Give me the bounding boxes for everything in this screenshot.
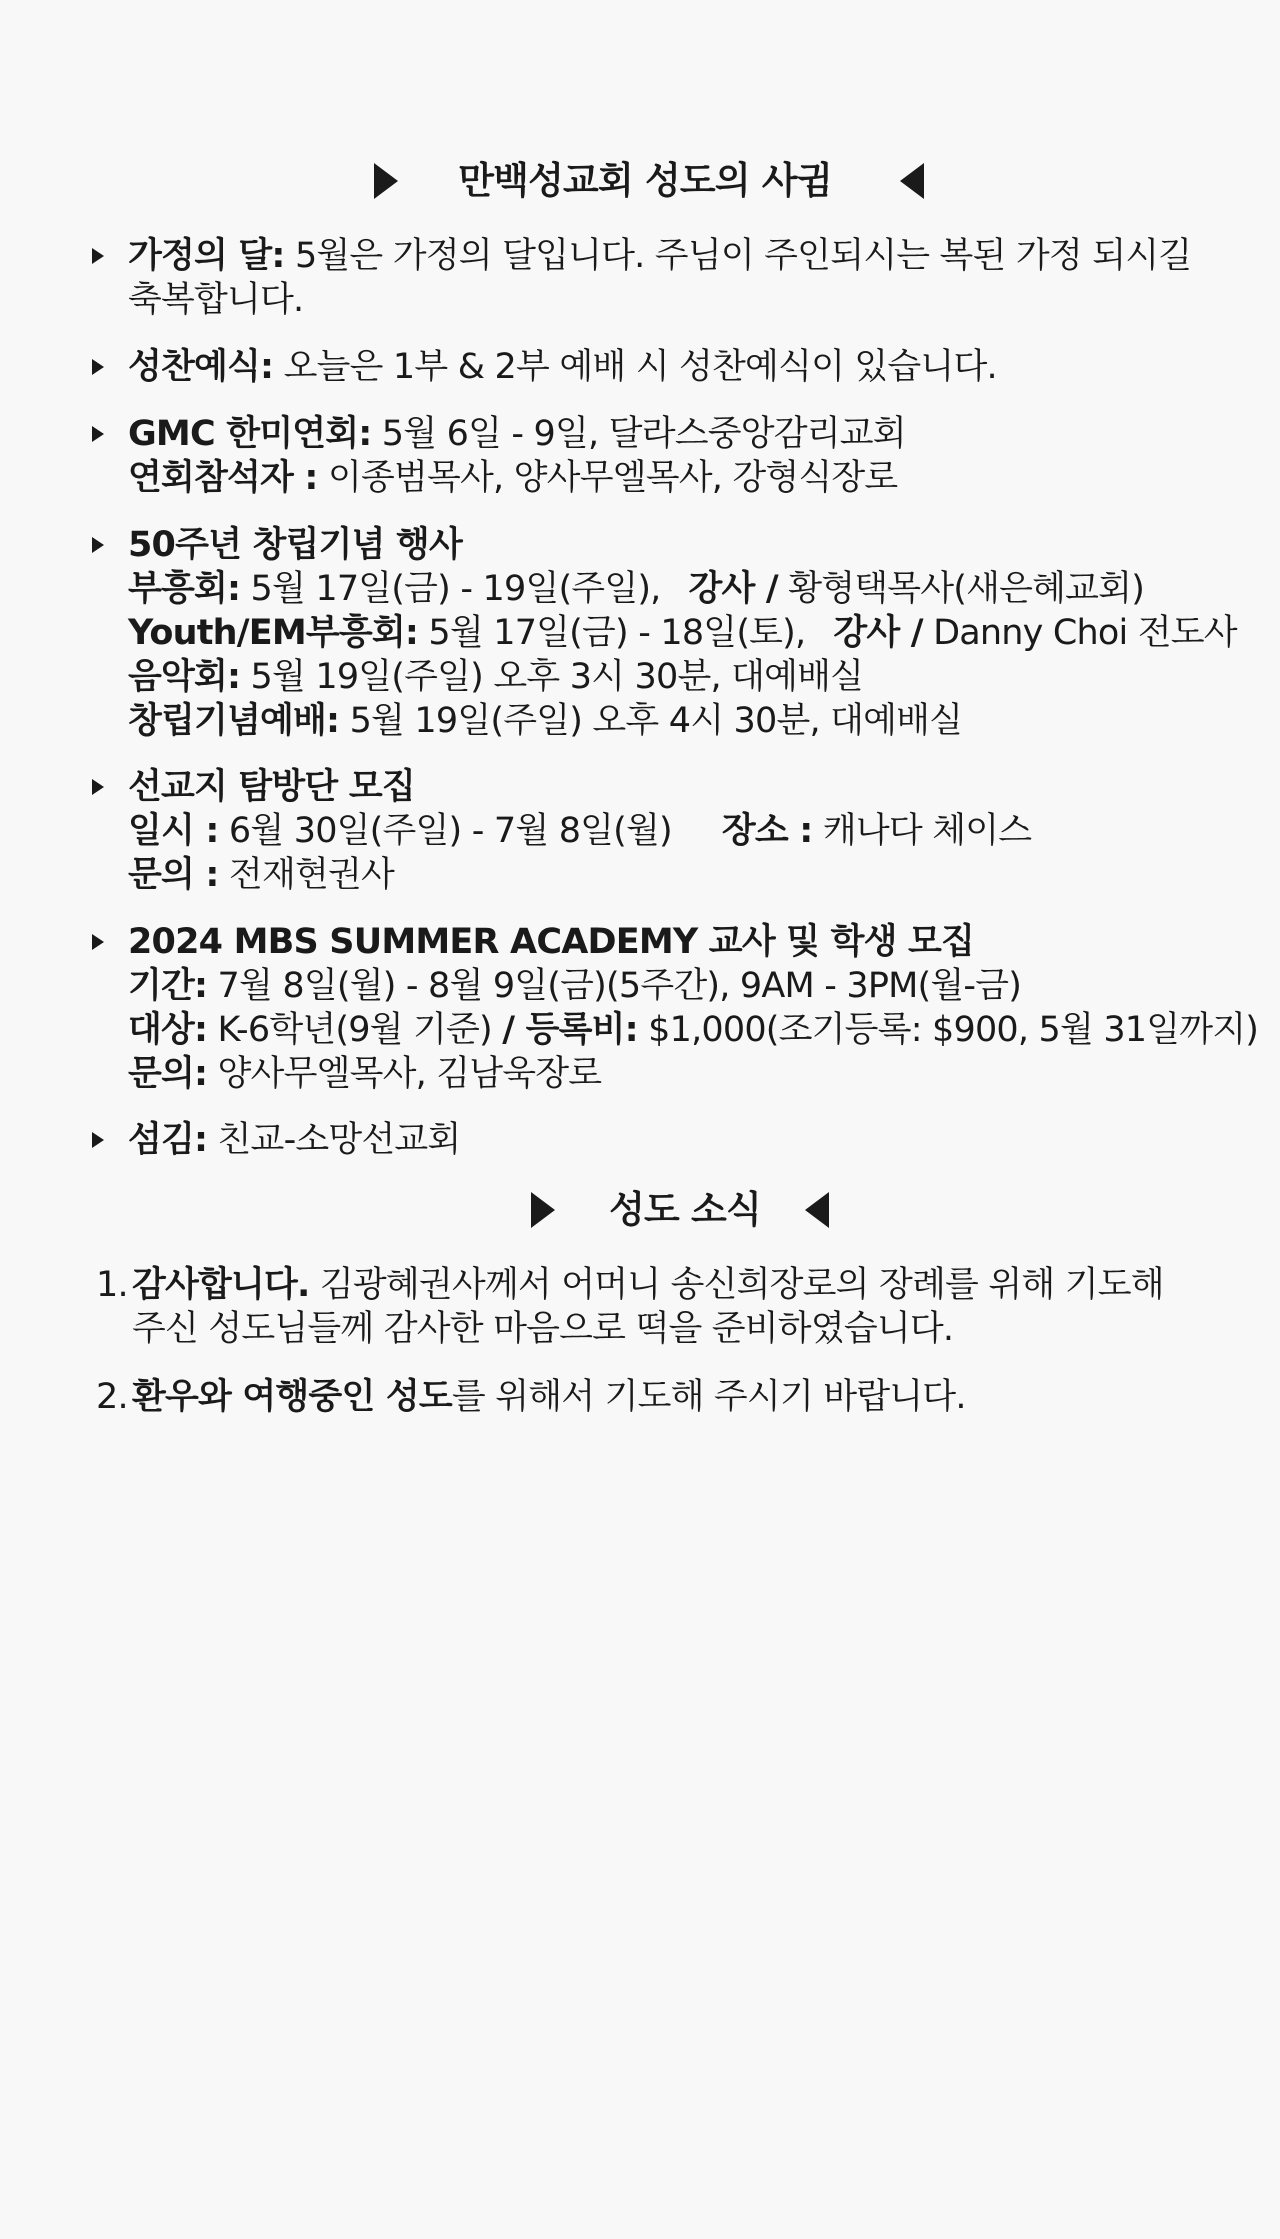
news-bold: 감사합니다.	[132, 1265, 310, 1305]
period-line	[128, 964, 1228, 1008]
contact-label: 문의 :	[128, 855, 219, 895]
bullet-icon	[92, 248, 104, 264]
news-item	[96, 1374, 1226, 1418]
target-label: 대상:	[128, 1010, 208, 1050]
period-label: 기간:	[128, 966, 208, 1006]
date-label: 일시 :	[128, 811, 219, 851]
contact-text: 전재현권사	[218, 855, 394, 895]
item-text: 친교-소망선교회	[207, 1120, 461, 1160]
item-label: 가정의 달:	[128, 236, 285, 276]
bullet-icon	[92, 934, 104, 950]
youth-speaker: Danny Choi 전도사	[922, 613, 1237, 653]
news-text-cont: 주신 성도님들께 감사한 마음으로 떡을 준비하였습니다.	[132, 1309, 954, 1349]
service-text: 5월 19일(주일) 오후 4시 30분, 대예배실	[339, 701, 963, 741]
contact-line	[128, 853, 1228, 897]
triangle-left-icon	[900, 163, 924, 199]
item-title: 2024 MBS SUMMER ACADEMY 교사 및 학생 모집	[128, 922, 975, 962]
revival-speaker-label: 강사 /	[688, 569, 778, 609]
bullet-icon	[92, 426, 104, 442]
announcement-50th-anniversary	[128, 523, 1237, 743]
attendees-label: 연회참석자 :	[128, 458, 318, 498]
announcement-gmc-conference	[128, 412, 1228, 500]
item-title: 50주년 창립기념 행사	[128, 525, 462, 565]
news-header	[0, 1188, 1280, 1231]
item-label: 성찬예식:	[128, 347, 274, 387]
youth-text: 5월 17일(금) - 18일(토),	[418, 613, 806, 653]
place-text: 캐나다 체이스	[812, 811, 1032, 851]
fee-text: $1,000(조기등록: $900, 5월 31일까지)	[637, 1010, 1259, 1050]
news-number: 2.	[96, 1377, 128, 1417]
concert-text: 5월 19일(주일) 오후 3시 30분, 대예배실	[240, 657, 864, 697]
service-line	[128, 699, 1228, 743]
news-title: 성도 소식	[609, 1188, 761, 1231]
item-label: GMC 한미연회:	[128, 414, 372, 454]
item-text: 5월 6일 - 9일, 달라스중앙감리교회	[371, 414, 906, 454]
contact-label: 문의:	[128, 1054, 208, 1094]
item-text-cont: 축복합니다.	[128, 280, 304, 320]
announcement-communion	[128, 345, 1228, 389]
attendees-text: 이종범목사, 양사무엘목사, 강형식장로	[317, 458, 898, 498]
revival-line	[128, 567, 1228, 611]
date-text: 6월 30일(주일) - 7월 8일(월)	[218, 811, 672, 851]
triangle-right-icon	[374, 163, 398, 199]
period-text: 7월 8일(월) - 8월 9일(금)(5주간), 9AM - 3PM(월-금)	[207, 966, 1022, 1006]
news-text: 를 위해서 기도해 주시기 바랍니다.	[451, 1377, 966, 1417]
target-line	[128, 1008, 1259, 1052]
bullet-icon	[92, 537, 104, 553]
contact-text: 양사무엘목사, 김남욱장로	[207, 1054, 602, 1094]
news-item	[96, 1262, 1226, 1350]
bullet-icon	[92, 359, 104, 375]
revival-text: 5월 17일(금) - 19일(주일),	[240, 569, 661, 609]
news-number: 1.	[96, 1265, 128, 1305]
item-text: 오늘은 1부 & 2부 예배 시 성찬예식이 있습니다.	[273, 347, 997, 387]
youth-label: Youth/EM부흥회:	[128, 613, 419, 653]
item-title: 선교지 탐방단 모집	[128, 767, 415, 807]
contact-line	[128, 1052, 1228, 1096]
announcements-title: 만백성교회 성도의 사귐	[458, 159, 832, 202]
service-label: 창립기념예배:	[128, 701, 340, 741]
item-text: 5월은 가정의 달입니다. 주님이 주인되시는 복된 가정 되시길	[284, 236, 1192, 276]
triangle-left-icon	[805, 1192, 829, 1228]
revival-speaker: 황형택목사(새은혜교회)	[777, 569, 1145, 609]
announcement-summer-academy	[128, 920, 1259, 1096]
announcements-header	[0, 159, 1280, 202]
news-text: 김광혜권사께서 어머니 송신희장로의 장례를 위해 기도해	[309, 1265, 1164, 1305]
fee-label: / 등록비:	[502, 1010, 638, 1050]
concert-line	[128, 655, 1228, 699]
place-label: 장소 :	[721, 811, 813, 851]
date-line	[128, 809, 1228, 853]
bullet-icon	[92, 779, 104, 795]
announcement-family-month	[128, 234, 1228, 322]
announcement-mission-trip	[128, 765, 1228, 897]
triangle-right-icon	[531, 1192, 555, 1228]
target-text: K-6학년(9월 기준)	[207, 1010, 503, 1050]
youth-speaker-label: 강사 /	[833, 613, 923, 653]
revival-label: 부흥회:	[128, 569, 241, 609]
item-label: 섬김:	[128, 1120, 208, 1160]
news-bold: 환우와 여행중인 성도	[132, 1377, 452, 1417]
concert-label: 음악회:	[128, 657, 241, 697]
announcement-service	[128, 1118, 1228, 1162]
bullet-icon	[92, 1132, 104, 1148]
youth-line	[128, 611, 1237, 655]
